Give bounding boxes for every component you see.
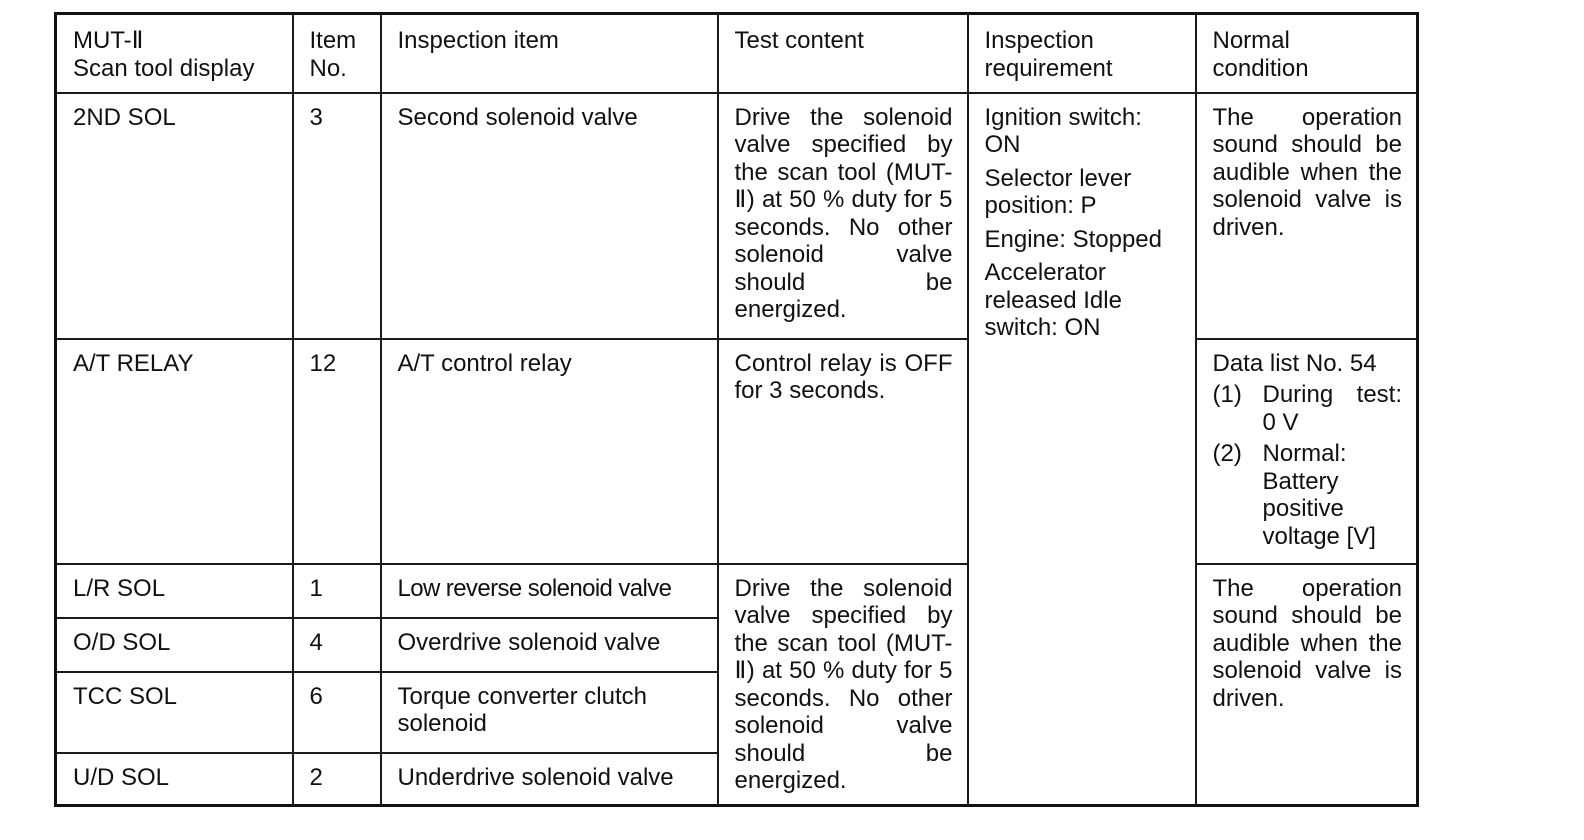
inspection-table: [54, 12, 1419, 807]
inspection-item-cell: A/T control relay: [381, 339, 718, 564]
scan-tool-display-cell: 2ND SOL: [56, 93, 293, 339]
item-no-cell: 6: [293, 672, 381, 753]
header-inspection-item: Inspection item: [381, 14, 718, 93]
header-inspection-requirement: Inspection requirement: [968, 14, 1196, 93]
inspection-item-cell: Underdrive solenoid valve: [381, 753, 718, 806]
scan-tool-display-cell: L/R SOL: [56, 564, 293, 618]
scan-tool-display-cell: U/D SOL: [56, 753, 293, 806]
table-row: [56, 564, 1418, 618]
item-no-cell: 12: [293, 339, 381, 564]
table-row: [56, 339, 1418, 564]
data-list-title: Data list No. 54: [1212, 349, 1377, 377]
requirement-selector: Selector lever position: P: [984, 164, 1132, 219]
item-no-cell: 1: [293, 564, 381, 618]
requirement-engine: Engine: Stopped: [984, 225, 1162, 253]
data-list-item: (2) Normal: Battery positive voltage [V]: [1212, 440, 1376, 550]
test-content-cell: Drive the solenoid valve specified by the scan tool (MUT-Ⅱ) at 50 % duty for 5 seconds. No other solenoid valve should be energized.: [718, 93, 968, 339]
normal-condition-cell: The operation sound should be audible when the solenoid valve is driven.: [1196, 564, 1418, 806]
test-content-cell: Control relay is OFF for 3 seconds.: [718, 339, 968, 564]
test-content-cell: Drive the solenoid valve specified by the scan tool (MUT-Ⅱ) at 50 % duty for 5 seconds. No other solenoid valve should be energized.: [718, 564, 968, 806]
normal-condition-cell: [1196, 339, 1418, 564]
item-no-cell: 3: [293, 93, 381, 339]
data-list-item: (1) During test: 0 V: [1212, 381, 1402, 436]
inspection-item-cell: Second solenoid valve: [381, 93, 718, 339]
item-no-cell: 4: [293, 618, 381, 672]
header-normal-condition: Normal condition: [1196, 14, 1418, 93]
inspection-item-cell: Overdrive solenoid valve: [381, 618, 718, 672]
normal-condition-cell: The operation sound should be audible when the solenoid valve is driven.: [1196, 93, 1418, 339]
scan-tool-display-cell: TCC SOL: [56, 672, 293, 753]
item-no-cell: 2: [293, 753, 381, 806]
requirement-ignition: Ignition switch: ON: [984, 103, 1142, 158]
table-row: [56, 93, 1418, 339]
scan-tool-display-cell: A/T RELAY: [56, 339, 293, 564]
inspection-requirement-cell: [968, 93, 1196, 806]
header-test-content: Test content: [718, 14, 968, 93]
scan-tool-display-cell: O/D SOL: [56, 618, 293, 672]
inspection-item-cell: Low reverse solenoid valve: [381, 564, 718, 618]
header-row: [56, 14, 1418, 93]
header-item-no: Item No.: [293, 14, 381, 93]
header-scan-tool-display: MUT-Ⅱ Scan tool display: [56, 14, 293, 93]
inspection-item-cell: Torque converter clutch solenoid: [381, 672, 718, 753]
requirement-accelerator: Accelerator released Idle switch: ON: [984, 259, 1122, 341]
